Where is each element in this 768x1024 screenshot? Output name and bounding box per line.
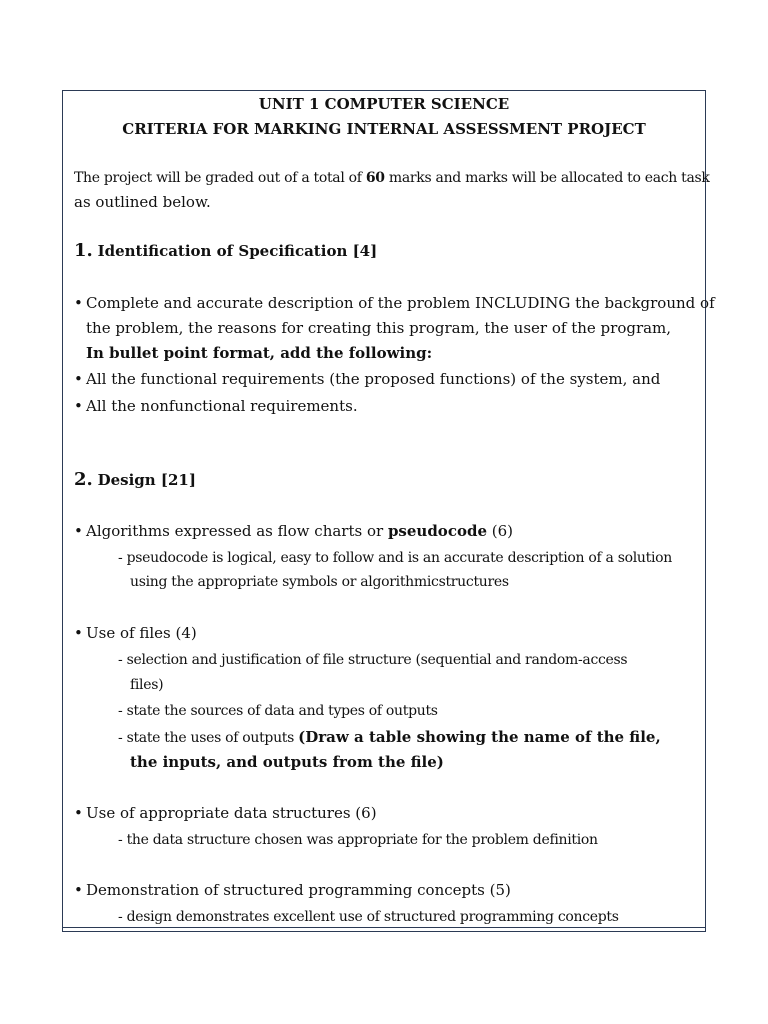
section1-heading <box>74 241 377 261</box>
files-title: Use of files (4) <box>86 624 197 642</box>
files-criterion3-line2: the inputs, and outputs from the file) <box>130 753 444 771</box>
section1-bullet3 <box>74 396 358 416</box>
files-criterion1-line2: files) <box>130 677 164 693</box>
intro-paragraph-line2: as outlined below. <box>74 193 211 211</box>
intro-text-part1: The project will be graded out of a total of <box>74 170 366 186</box>
files-criterion3-line1 <box>118 727 661 748</box>
bullet-icon: • <box>74 294 83 312</box>
section1-bullet2 <box>74 369 660 389</box>
algorithms-marks: (6) <box>486 522 513 540</box>
document-subtitle: CRITERIA FOR MARKING INTERNAL ASSESSMENT PROJECT <box>122 120 646 138</box>
design-structured-programming-item <box>74 880 511 900</box>
data-structures-title: Use of appropriate data structures (6) <box>86 804 377 822</box>
structured-programming-title: Demonstration of structured programming concepts (5) <box>86 881 511 899</box>
section2-title: Design [21] <box>97 471 196 489</box>
algorithms-criterion-line2: using the appropriate symbols or algorithmicstructures <box>130 574 509 590</box>
bullet-icon: • <box>74 804 83 822</box>
intro-text-part2: marks and marks will be allocated to each task <box>384 170 710 186</box>
bullet-icon: • <box>74 397 83 415</box>
algorithms-text: Algorithms expressed as flow charts or <box>86 522 388 540</box>
files-criterion3-text: - state the uses of outputs <box>118 730 299 746</box>
section2-number: 2. <box>74 469 93 490</box>
pseudocode-bold: pseudocode <box>387 522 487 540</box>
structured-programming-criterion: - design demonstrates excellent use of structured programming concepts <box>118 909 619 925</box>
bullet-icon: • <box>74 881 83 899</box>
design-files-item <box>74 623 197 643</box>
design-data-structures-item <box>74 803 377 823</box>
files-criterion3-bold1: (Draw a table showing the name of the file, <box>298 728 661 746</box>
bullet-icon: • <box>74 522 83 540</box>
files-criterion2: - state the sources of data and types of outputs <box>118 703 438 719</box>
bullet-icon: • <box>74 370 83 388</box>
files-criterion1-line1: - selection and justification of file structure (sequential and random-access <box>118 652 628 668</box>
section1-bullet3-text: All the nonfunctional requirements. <box>86 397 358 415</box>
section1-title: Identification of Specification [4] <box>97 242 378 260</box>
data-structures-criterion: - the data structure chosen was appropriate for the problem definition <box>118 832 598 848</box>
section1-number: 1. <box>74 240 93 261</box>
algorithms-criterion-line1: - pseudocode is logical, easy to follow and is an accurate description of a solution <box>118 550 672 566</box>
section1-bullet2-text: All the functional requirements (the proposed functions) of the system, and <box>86 370 661 388</box>
section1-bullet1-line2: the problem, the reasons for creating this program, the user of the program, <box>86 319 672 337</box>
document-title: UNIT 1 COMPUTER SCIENCE <box>258 95 510 113</box>
intro-total-marks: 60 <box>365 170 385 186</box>
frame-bottom-rule <box>63 927 705 928</box>
section2-heading <box>74 470 196 490</box>
section1-bold-instruction: In bullet point format, add the following: <box>86 344 433 362</box>
design-algorithms-item <box>74 521 513 541</box>
bullet-icon: • <box>74 624 83 642</box>
intro-paragraph-line1 <box>74 168 710 188</box>
section1-bullet1-line1 <box>74 293 715 313</box>
section1-bullet1-text: Complete and accurate description of the problem INCLUDING the background of <box>86 294 715 312</box>
